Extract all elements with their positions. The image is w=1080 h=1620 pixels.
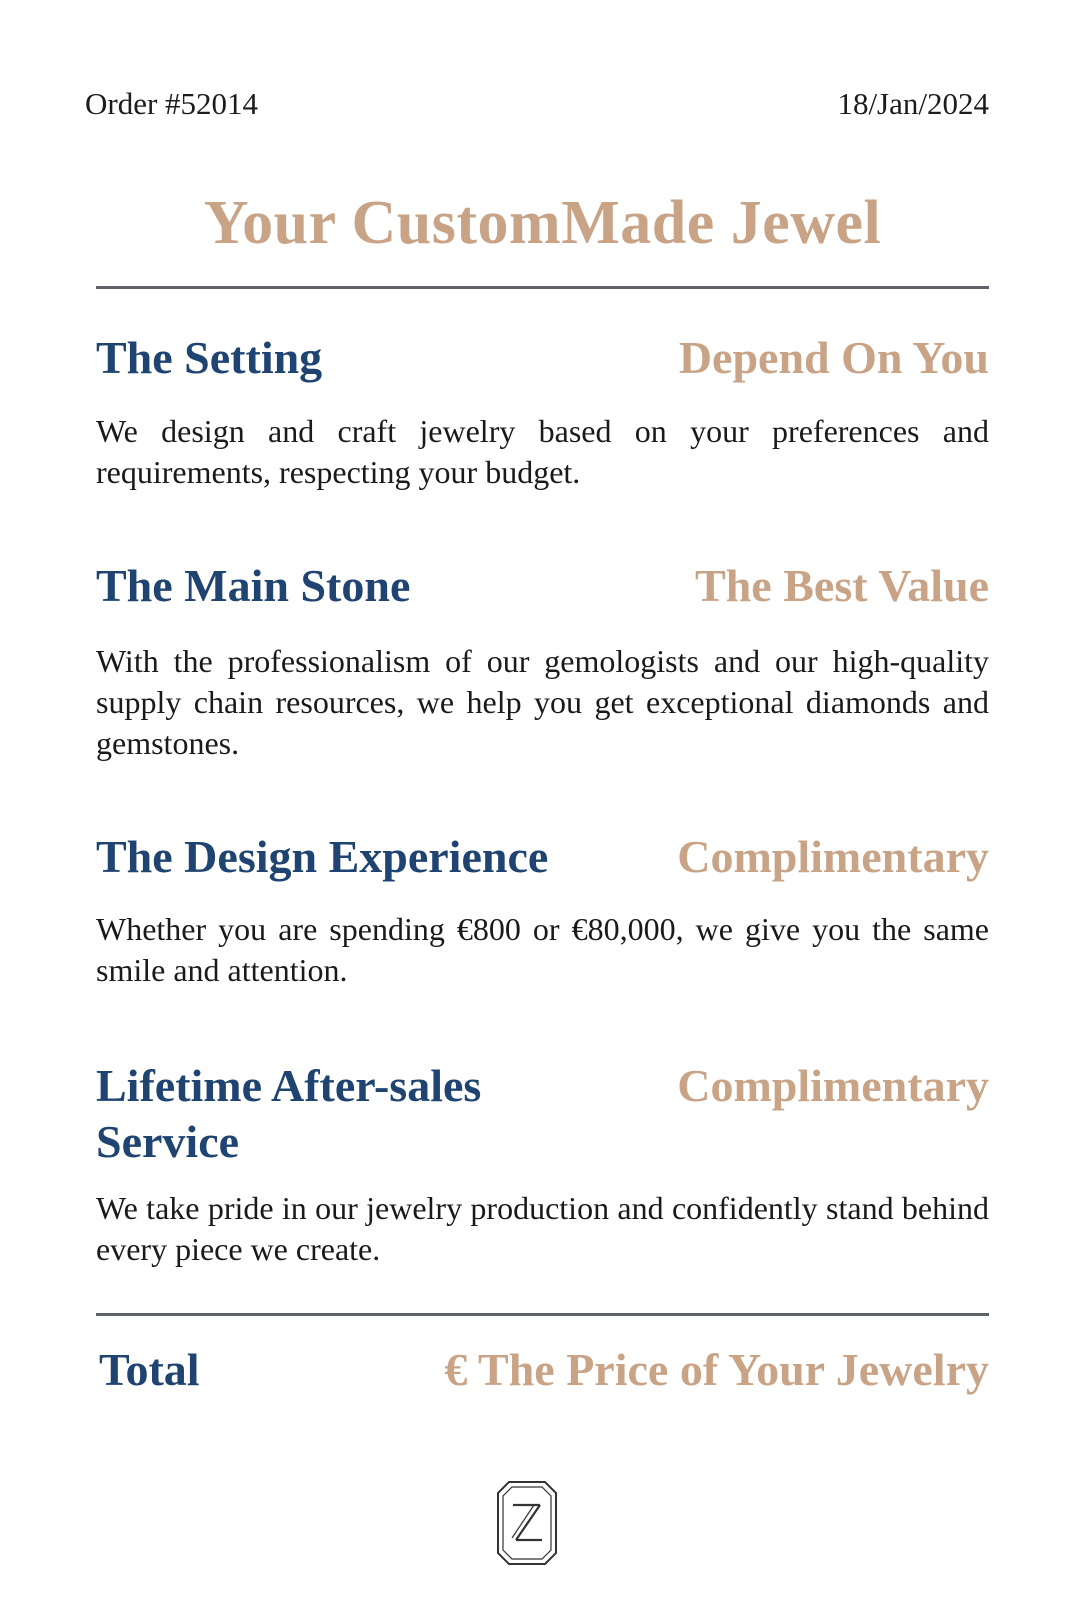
- section-name: The Design Experience: [96, 831, 549, 882]
- order-meta: [85, 86, 989, 122]
- total-row: [96, 1342, 989, 1402]
- z-monogram-logo-icon: [496, 1480, 558, 1566]
- section-after-sales: [96, 1058, 989, 1267]
- total-value: € The Price of Your Jewelry: [444, 1344, 989, 1395]
- section-description: Whether you are spending €800 or €80,000, we give you the same smile and attention.: [96, 911, 989, 988]
- section-name: The Setting: [96, 332, 323, 383]
- order-number: Order #52014: [85, 86, 259, 121]
- section-description: We take pride in our jewelry production and confidently stand behind every piece we create.: [96, 1190, 989, 1267]
- section-header: [96, 558, 989, 618]
- section-setting: [96, 330, 989, 490]
- section-description: With the professionalism of our gemologists and our high-quality supply chain resources, we help you get exceptional diamonds and gemstones.: [96, 643, 989, 761]
- total-label: Total: [99, 1344, 200, 1395]
- section-name: The Main Stone: [96, 560, 411, 611]
- page-title: Your CustomMade Jewel: [203, 189, 882, 257]
- section-description: We design and craft jewelry based on your preferences and requirements, respecting your budget.: [96, 413, 989, 490]
- section-value: The Best Value: [695, 560, 989, 611]
- section-main-stone: [96, 558, 989, 761]
- section-header: [96, 829, 989, 889]
- section-header: [96, 330, 989, 390]
- section-value: Depend On You: [678, 332, 989, 383]
- section-name: Lifetime After-sales Service: [96, 1060, 482, 1167]
- section-header: [96, 1058, 989, 1167]
- section-value: Complimentary: [677, 1060, 989, 1111]
- section-value: Complimentary: [677, 831, 989, 882]
- order-date: 18/Jan/2024: [837, 86, 989, 121]
- section-design-experience: [96, 829, 989, 988]
- top-divider: [96, 286, 989, 289]
- bottom-divider: [96, 1313, 989, 1316]
- order-document: [85, 0, 989, 1620]
